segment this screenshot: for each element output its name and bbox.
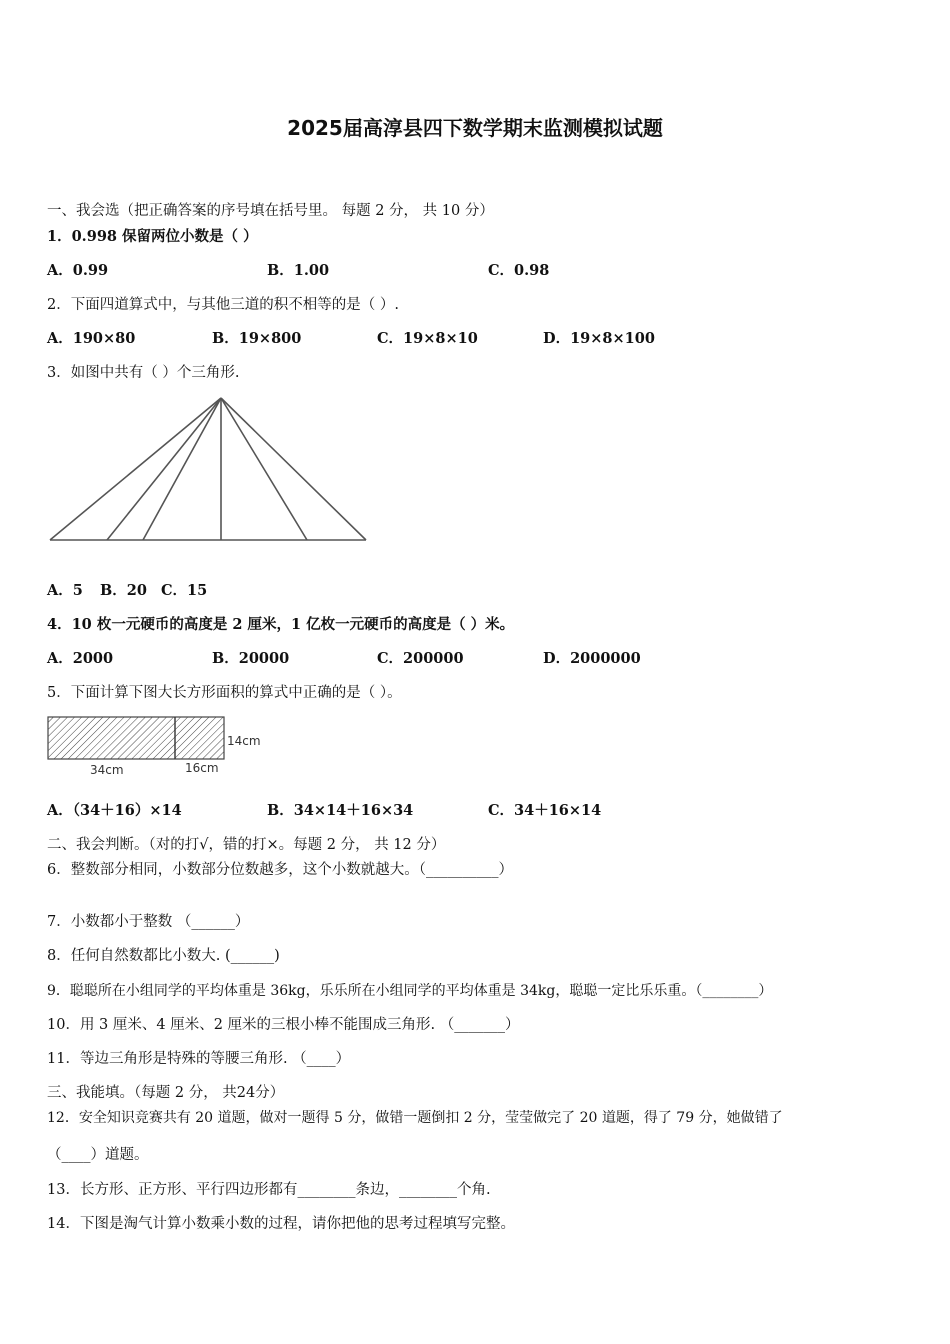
width-label-16: 16cm [185,761,219,775]
q5-option-c: C．34＋16×14 [488,802,602,819]
question-10: 10．用 3 厘米、4 厘米、2 厘米的三根小棒不能围成三角形. （_______） [47,1017,520,1033]
question-14: 14．下图是淘气计算小数乘小数的过程，请你把他的思考过程填写完整。 [47,1216,515,1232]
section-heading: 二、我会判断。（对的打√，错的打×。每题 2 分， 共 12 分） [47,837,446,853]
question-4: 4．10 枚一元硬币的高度是 2 厘米，1 亿枚一元硬币的高度是（ ）米。 [47,616,515,633]
q4-option-b: B．20000 [212,650,290,667]
height-label: 14cm [227,734,261,748]
q2-option-d: D．19×8×100 [543,330,655,347]
page-title: 2025届高淳县四下数学期末监测模拟试题 [287,116,663,140]
triangle-figure [40,390,380,550]
question-7: 7．小数都小于整数 （______） [47,914,250,930]
q5-option-b: B．34×14＋16×34 [267,802,414,819]
q4-option-c: C．200000 [377,650,464,667]
question-1: 1．0.998 保留两位小数是（ ） [47,228,258,245]
q3-option-b: B．20 [100,582,147,599]
q2-option-a: A．190×80 [47,330,136,347]
q1-option-b: B．1.00 [267,262,330,279]
q2-option-c: C．19×8×10 [377,330,478,347]
q4-option-d: D．2000000 [543,650,641,667]
q2-option-b: B．19×800 [212,330,302,347]
q1-option-c: C．0.98 [488,262,550,279]
question-6: 6．整数部分相同，小数部分位数越多，这个小数就越大。（__________） [47,862,513,878]
question-5: 5．下面计算下图大长方形面积的算式中正确的是（ ）。 [47,685,402,701]
question-13: 13．长方形、正方形、平行四边形都有________条边，________个角. [47,1182,491,1198]
q4-option-a: A．2000 [47,650,114,667]
section-heading: 三、我能填。（每题 2 分， 共24分） [47,1085,285,1101]
question-9: 9．聪聪所在小组同学的平均体重是 36kg，乐乐所在小组同学的平均体重是 34kg，聪聪一定比乐乐重。（________） [47,983,773,999]
q3-option-a: A．5 [47,582,83,599]
width-label-34: 34cm [90,763,124,777]
question-12: 12．安全知识竞赛共有 20 道题，做对一题得 5 分，做错一题倒扣 2 分，莹莹做完了 20 道题，得了 79 分，她做错了 [47,1110,783,1126]
rectangle-figure [44,712,274,782]
section-heading: 一、我会选（把正确答案的序号填在括号里。 每题 2 分， 共 10 分） [47,203,494,219]
q1-option-a: A．0.99 [47,262,109,279]
question-11: 11．等边三角形是特殊的等腰三角形. （____） [47,1051,351,1067]
question-3: 3．如图中共有（ ）个三角形. [47,365,240,381]
question-8: 8．任何自然数都比小数大. (______) [47,948,280,964]
question-2: 2．下面四道算式中，与其他三道的积不相等的是（ ）. [47,297,399,313]
question-12-continued: （____）道题。 [47,1147,149,1163]
q5-option-a: A．（34＋16）×14 [47,802,182,819]
q3-option-c: C．15 [161,582,208,599]
